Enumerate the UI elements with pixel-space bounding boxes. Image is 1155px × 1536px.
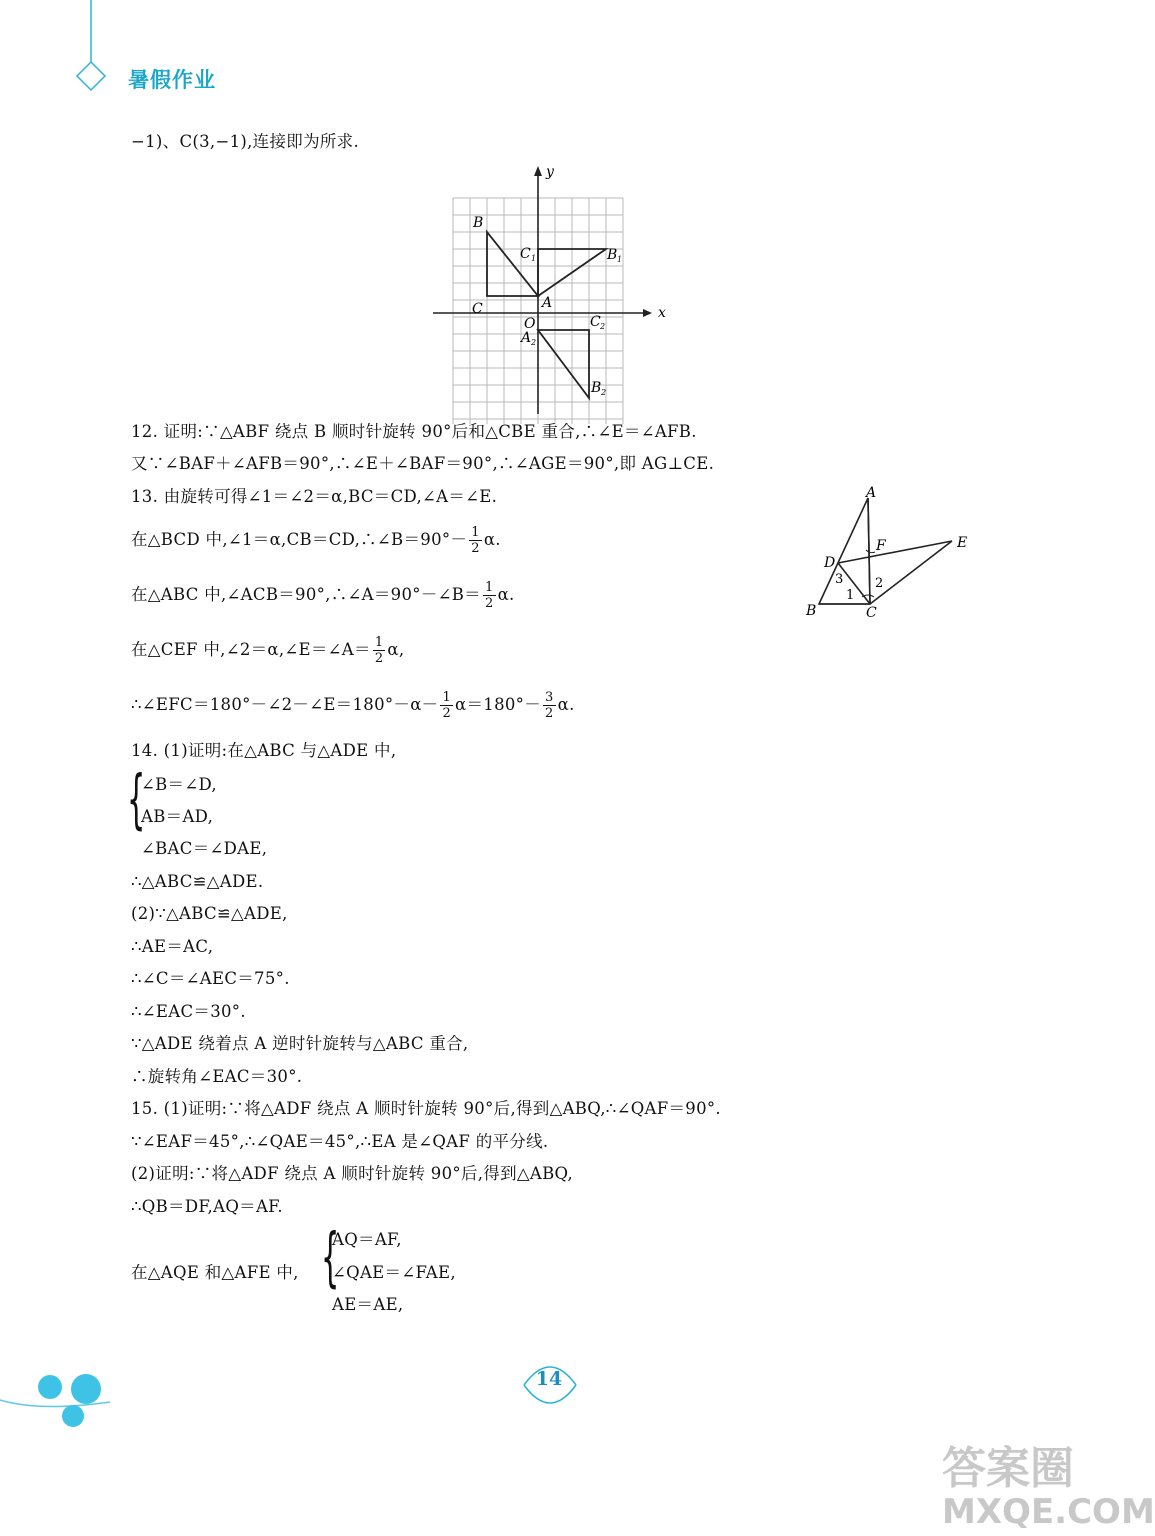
fraction-three-halves: $\frac{3}{2}$ xyxy=(545,690,554,721)
label-c2-sub: 2 xyxy=(600,322,606,331)
line-text: α. xyxy=(557,695,575,714)
label-c: C xyxy=(472,301,483,317)
fraction-one-half: $\frac{1}{2}$ xyxy=(442,690,452,721)
label-c1: C xyxy=(520,246,531,262)
problem-14-line-1: 14. (1)证明:在△ABC 与△ADE 中, xyxy=(131,741,397,760)
left-brace: { xyxy=(127,763,146,837)
tri-label-d: D xyxy=(824,555,836,571)
line-text: α. xyxy=(483,530,501,549)
coordinate-grid-figure xyxy=(430,160,670,415)
tri-label-b: B xyxy=(806,603,817,619)
line-text: 在△ABC 中,∠ACB＝90°,∴∠A＝90°－∠B＝ xyxy=(131,585,481,604)
problem-14-cond-3: ∠BAC＝∠DAE, xyxy=(141,839,268,858)
triangle-abc xyxy=(487,232,538,296)
tri-label-f: F xyxy=(876,538,886,554)
footer-decoration xyxy=(0,1362,120,1432)
problem-14-line-c: ∴△ABC≌△ADE. xyxy=(131,872,264,891)
problem-15-line-3: (2)证明:∵将△ADF 绕点 A 顺时针旋转 90°后,得到△ABQ, xyxy=(131,1164,574,1183)
header-decoration xyxy=(60,0,120,100)
y-axis-label: y xyxy=(546,164,554,180)
label-a2: A xyxy=(521,330,532,346)
problem-15-line-1: 15. (1)证明:∵将△ADF 绕点 A 顺时针旋转 90°后,得到△ABQ,∴∠QAF＝90°. xyxy=(131,1099,721,1118)
problem-13-line-4 xyxy=(131,635,404,666)
label-b2: B xyxy=(591,380,602,396)
page-number: 14 xyxy=(535,1368,563,1390)
tri-label-e: E xyxy=(957,535,968,551)
label-c1-sub: 1 xyxy=(531,254,537,263)
text-line-continuation: −1)、C(3,−1),连接即为所求. xyxy=(131,132,360,151)
problem-12-line-1: 12. 证明:∵△ABF 绕点 B 顺时针旋转 90°后和△CBE 重合,∴∠E＝∠AFB. xyxy=(131,422,697,441)
line-text: 在△BCD 中,∠1＝α,CB＝CD,∴∠B＝90°－ xyxy=(131,530,468,549)
problem-13-line-2 xyxy=(131,525,501,556)
problem-13-line-3 xyxy=(131,580,515,611)
label-a2-sub: 2 xyxy=(531,338,537,347)
line-text: α, xyxy=(387,640,405,659)
label-b: B xyxy=(473,215,484,231)
problem-12-line-2: 又∵∠BAF＋∠AFB＝90°,∴∠E＋∠BAF＝90°,∴∠AGE＝90°,即 AG⊥CE. xyxy=(131,454,715,473)
header-title: 暑假作业 xyxy=(128,68,216,92)
problem-14-cond-1: ∠B＝∠D, xyxy=(141,775,217,794)
problem-14-line-e: ∴AE＝AC, xyxy=(131,937,214,956)
tri-angle-3: 3 xyxy=(835,572,844,587)
left-brace: { xyxy=(321,1221,340,1295)
problem-14-cond-2: AB＝AD, xyxy=(141,807,214,826)
watermark-logo: 答案圈 xyxy=(942,1443,1074,1494)
problem-14-line-f: ∴∠C＝∠AEC＝75°. xyxy=(131,969,290,988)
tri-angle-1: 1 xyxy=(846,588,855,603)
label-a: A xyxy=(542,295,553,311)
triangle-figure xyxy=(800,480,980,625)
problem-14-line-g: ∴∠EAC＝30°. xyxy=(131,1002,246,1021)
tri-angle-2: 2 xyxy=(875,576,884,591)
label-b2-sub: 2 xyxy=(601,388,607,397)
fraction-one-half: $\frac{1}{2}$ xyxy=(471,525,480,556)
label-b1: B xyxy=(607,247,618,263)
problem-15-line-4: ∴QB＝DF,AQ＝AF. xyxy=(131,1197,283,1216)
problem-14-line-h: ∵△ADE 绕着点 A 逆时针旋转与△ABC 重合, xyxy=(131,1034,469,1053)
origin-label: O xyxy=(524,316,536,332)
problem-14-line-i: ∴旋转角∠EAC＝30°. xyxy=(131,1067,303,1086)
problem-13-line-1: 13. 由旋转可得∠1＝∠2＝α,BC＝CD,∠A＝∠E. xyxy=(131,487,498,506)
problem-15-line-5: 在△AQE 和△AFE 中, xyxy=(131,1263,299,1282)
x-axis-label: x xyxy=(658,305,666,321)
problem-13-line-5 xyxy=(131,690,575,721)
fraction-one-half: $\frac{1}{2}$ xyxy=(374,635,384,666)
line-text: α＝180°－ xyxy=(455,695,542,714)
fraction-one-half: $\frac{1}{2}$ xyxy=(484,580,494,611)
problem-15-cond-2: ∠QAE＝∠FAE, xyxy=(332,1263,456,1282)
label-b1-sub: 1 xyxy=(617,255,623,264)
problem-15-cond-3: AE＝AE, xyxy=(332,1295,404,1314)
label-c2: C xyxy=(590,314,601,330)
line-text: ∴∠EFC＝180°－∠2－∠E＝180°－α－ xyxy=(131,695,439,714)
problem-14-line-d: (2)∵△ABC≌△ADE, xyxy=(131,904,288,923)
triangle-a2b2c2 xyxy=(538,330,589,398)
problem-15-line-2: ∵∠EAF＝45°,∴∠QAE＝45°,∴EA 是∠QAF 的平分线. xyxy=(131,1132,549,1151)
tri-label-a: A xyxy=(866,485,877,501)
tri-label-c: C xyxy=(866,605,877,621)
watermark-url: MXQE.COM xyxy=(942,1492,1155,1532)
problem-15-cond-1: AQ＝AF, xyxy=(332,1230,402,1249)
line-text: 在△CEF 中,∠2＝α,∠E＝∠A＝ xyxy=(131,640,371,659)
line-text: α. xyxy=(497,585,515,604)
